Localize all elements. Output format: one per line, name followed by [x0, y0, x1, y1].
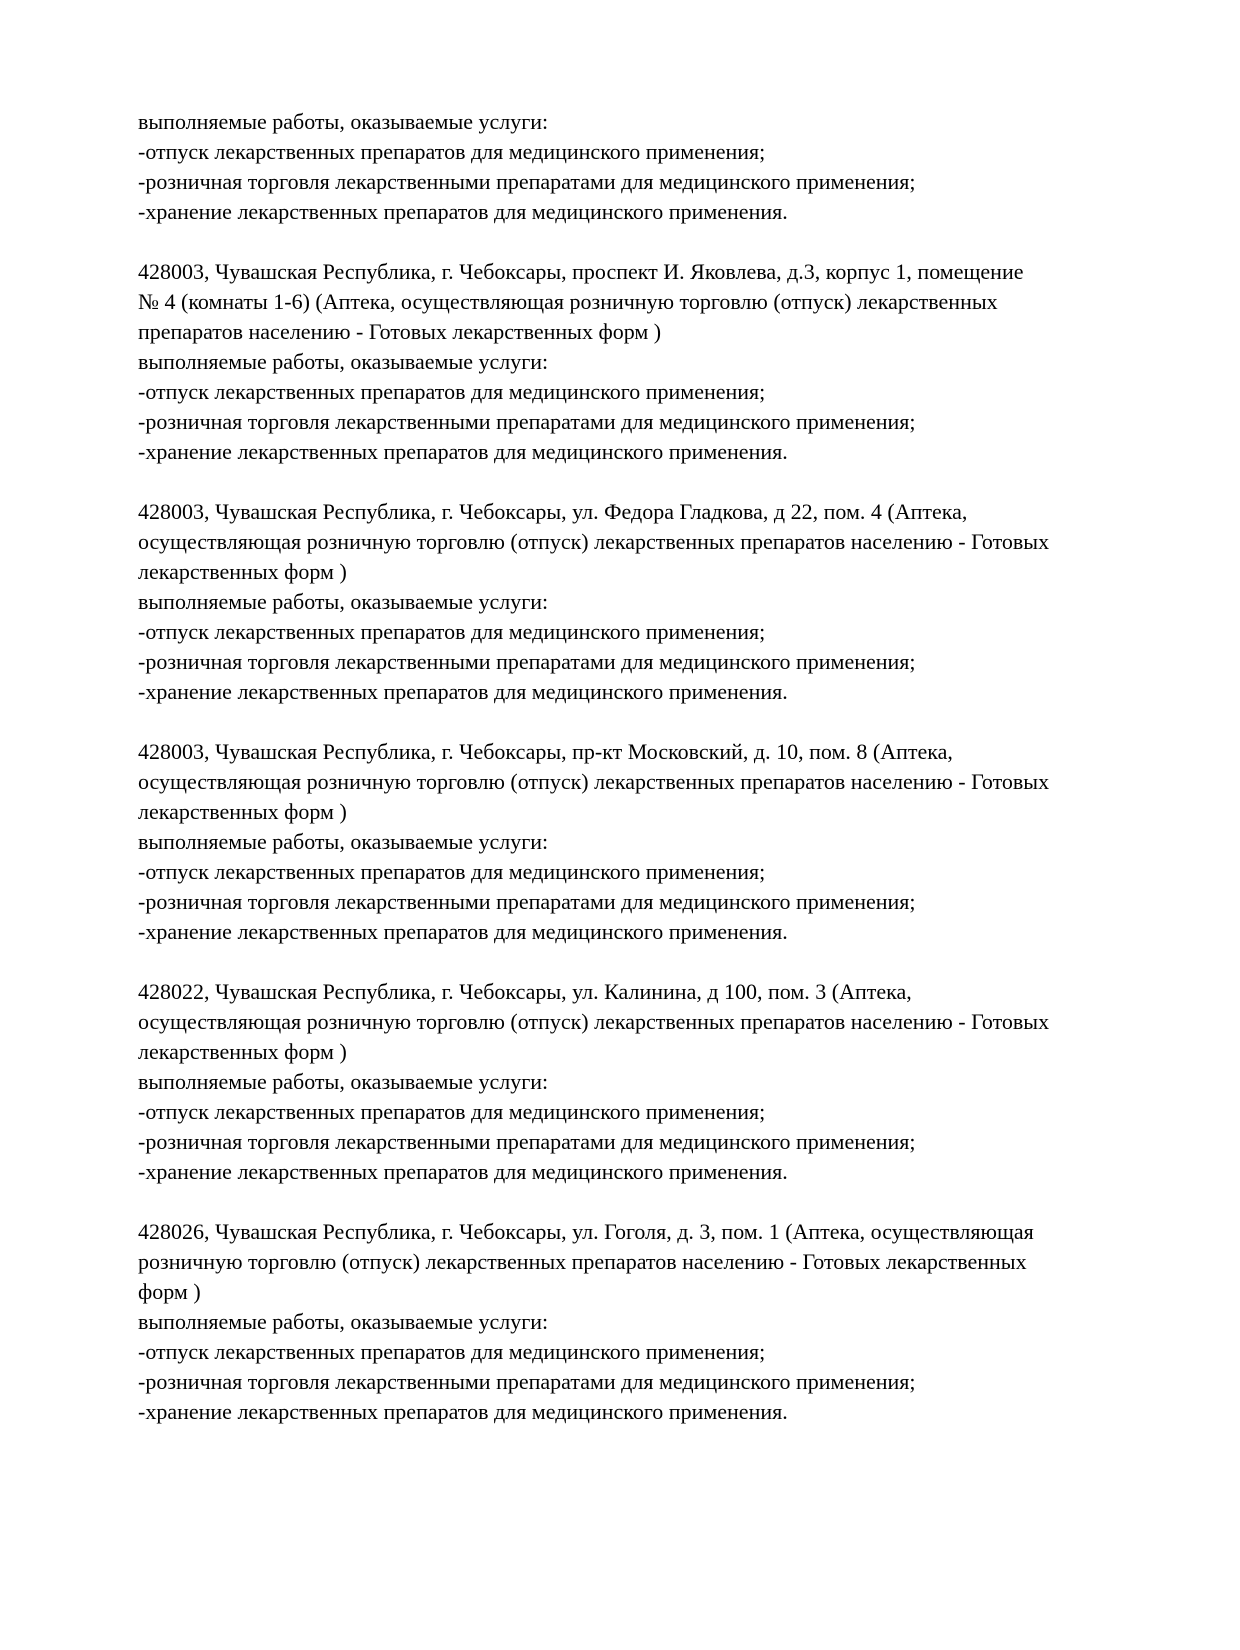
text-line: -розничная торговля лекарственными препаратами для медицинского применения; [138, 649, 916, 674]
text-line: выполняемые работы, оказываемые услуги: [138, 589, 549, 614]
address-paragraph [138, 257, 1140, 347]
text-line: -хранение лекарственных препаратов для медицинского применения. [138, 1399, 788, 1424]
license-entry-yakovleva [138, 257, 1140, 467]
text-line: лекарственных форм ) [138, 559, 347, 584]
address-paragraph [138, 977, 1140, 1067]
text-line: форм ) [138, 1279, 201, 1304]
text-line: 428003, Чувашская Республика, г. Чебоксары, пр-кт Московский, д. 10, пом. 8 (Аптека, [138, 739, 953, 764]
address-paragraph [138, 497, 1140, 587]
address-paragraph [138, 1217, 1140, 1307]
text-line: № 4 (комнаты 1-6) (Аптека, осуществляющая розничную торговлю (отпуск) лекарственных [138, 289, 998, 314]
text-line: -розничная торговля лекарственными препаратами для медицинского применения; [138, 1369, 916, 1394]
text-line: осуществляющая розничную торговлю (отпуск) лекарственных препаратов населению - Готовых [138, 529, 1050, 554]
text-line: -отпуск лекарственных препаратов для медицинского применения; [138, 139, 766, 164]
text-line: 428003, Чувашская Республика, г. Чебоксары, ул. Федора Гладкова, д 22, пом. 4 (Аптека, [138, 499, 968, 524]
text-line: препаратов населению - Готовых лекарственных форм ) [138, 319, 662, 344]
text-line: -отпуск лекарственных препаратов для медицинского применения; [138, 1339, 766, 1364]
license-entry-gogolya [138, 1217, 1140, 1427]
text-line: -хранение лекарственных препаратов для медицинского применения. [138, 919, 788, 944]
text-line: -хранение лекарственных препаратов для медицинского применения. [138, 439, 788, 464]
text-line: выполняемые работы, оказываемые услуги: [138, 349, 549, 374]
text-line: -розничная торговля лекарственными препаратами для медицинского применения; [138, 889, 916, 914]
services-paragraph [138, 1067, 1140, 1187]
text-line: -отпуск лекарственных препаратов для медицинского применения; [138, 619, 766, 644]
text-line: -хранение лекарственных препаратов для медицинского применения. [138, 199, 788, 224]
services-paragraph [138, 587, 1140, 707]
address-paragraph [138, 737, 1140, 827]
text-line: розничную торговлю (отпуск) лекарственных препаратов населению - Готовых лекарственных [138, 1249, 1027, 1274]
text-line: -отпуск лекарственных препаратов для медицинского применения; [138, 859, 766, 884]
text-line: осуществляющая розничную торговлю (отпуск) лекарственных препаратов населению - Готовых [138, 769, 1050, 794]
text-line: -розничная торговля лекарственными препаратами для медицинского применения; [138, 409, 916, 434]
services-paragraph [138, 107, 1140, 227]
text-line: -отпуск лекарственных препаратов для медицинского применения; [138, 1099, 766, 1124]
text-line: 428003, Чувашская Республика, г. Чебоксары, проспект И. Яковлева, д.3, корпус 1, помещение [138, 259, 1024, 284]
text-line: выполняемые работы, оказываемые услуги: [138, 1309, 549, 1334]
license-entry-gladkova [138, 497, 1140, 707]
text-line: 428022, Чувашская Республика, г. Чебоксары, ул. Калинина, д 100, пом. 3 (Аптека, [138, 979, 912, 1004]
license-entry-kalinina [138, 977, 1140, 1187]
text-line: -розничная торговля лекарственными препаратами для медицинского применения; [138, 1129, 916, 1154]
text-line: -отпуск лекарственных препаратов для медицинского применения; [138, 379, 766, 404]
text-line: выполняемые работы, оказываемые услуги: [138, 109, 549, 134]
text-line: лекарственных форм ) [138, 799, 347, 824]
services-paragraph [138, 347, 1140, 467]
text-line: осуществляющая розничную торговлю (отпуск) лекарственных препаратов населению - Готовых [138, 1009, 1050, 1034]
text-line: 428026, Чувашская Республика, г. Чебоксары, ул. Гоголя, д. 3, пом. 1 (Аптека, осуществляющая [138, 1219, 1034, 1244]
services-paragraph [138, 827, 1140, 947]
text-line: -хранение лекарственных препаратов для медицинского применения. [138, 1159, 788, 1184]
license-entry-moskovsky [138, 737, 1140, 947]
services-paragraph [138, 1307, 1140, 1427]
text-line: выполняемые работы, оказываемые услуги: [138, 1069, 549, 1094]
text-line: -хранение лекарственных препаратов для медицинского применения. [138, 679, 788, 704]
document-content [138, 107, 1140, 1427]
services-block-orphan [138, 107, 1140, 227]
text-line: выполняемые работы, оказываемые услуги: [138, 829, 549, 854]
text-line: -розничная торговля лекарственными препаратами для медицинского применения; [138, 169, 916, 194]
text-line: лекарственных форм ) [138, 1039, 347, 1064]
